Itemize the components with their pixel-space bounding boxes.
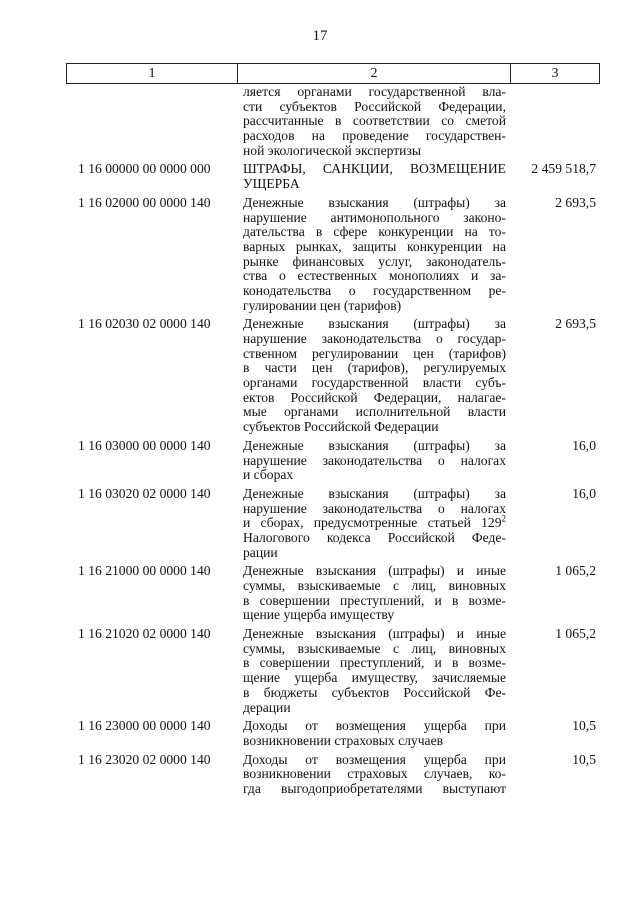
description-line: ляется органами государственной вла-	[243, 84, 506, 99]
table-row	[66, 85, 600, 158]
row-amount: 16,0	[572, 437, 596, 453]
row-amount: 10,5	[572, 751, 596, 767]
row-code: 1 16 21000 00 0000 140	[78, 563, 211, 579]
row-amount: 10,5	[572, 718, 596, 734]
row-description	[237, 85, 510, 158]
description-line: варных рынках, защиты конкуренции на	[243, 238, 506, 254]
description-line: гулировании цен (тарифов)	[243, 297, 402, 313]
description-line: в части цен (тарифов), регулируемых	[243, 360, 506, 376]
row-amount: 2 693,5	[555, 316, 596, 332]
description-line: Доходы от возмещения ущерба при	[243, 718, 506, 734]
description-line: нарушение антимонопольного законо-	[243, 209, 506, 225]
row-code: 1 16 00000 00 0000 000	[78, 161, 211, 177]
description-line: суммы, взыскиваемые с лиц, виновных	[243, 640, 506, 656]
table-row	[66, 753, 600, 797]
description-line: щение ущерба имуществу, зачисляемые	[243, 670, 506, 686]
table-row	[66, 564, 600, 623]
row-code: 1 16 02030 02 0000 140	[78, 316, 211, 332]
row-amount: 1 065,2	[555, 626, 596, 642]
table-row	[66, 317, 600, 435]
row-code: 1 16 21020 02 0000 140	[78, 626, 211, 642]
description-line: в бюджеты субъектов Российской Фе-	[243, 684, 506, 700]
description-line: сти субъектов Российской Федерации,	[243, 98, 506, 114]
description-line: нарушение законодательства о государ-	[243, 331, 506, 346]
description-line: мые органами исполнительной власти	[243, 404, 506, 420]
description-line: субъектов Российской Федерации	[243, 419, 439, 435]
description-line: ства о естественных монополиях и за-	[243, 268, 506, 284]
row-code	[66, 85, 237, 158]
description-line: рынке финансовых услуг, законодатель-	[243, 253, 506, 269]
table-body	[66, 85, 600, 801]
description-line: Денежные взыскания (штрафы) за	[243, 437, 506, 453]
table-row	[66, 719, 600, 748]
description-line: щение ущерба имуществу	[243, 607, 395, 623]
description-line: Денежные взыскания (штрафы) за	[243, 316, 506, 332]
description-line: и сборах, предусмотренные статьей $129^2$	[243, 513, 506, 531]
page-number: 17	[312, 28, 328, 44]
description-line: Налогового кодекса Российской Феде-	[243, 529, 506, 545]
description-line: суммы, взыскиваемые с лиц, виновных	[243, 578, 506, 593]
description-line: возникновении страховых случаев, ко-	[243, 766, 506, 782]
description-line: ектов Российской Федерации, налагае-	[243, 389, 506, 405]
description-line: ственном регулировании цен (тарифов)	[243, 345, 506, 361]
description-line: органами государственной власти субъ-	[243, 375, 506, 391]
header-col-2: 2	[238, 64, 511, 83]
row-code: 1 16 03020 02 0000 140	[78, 485, 211, 501]
description-line: дерации	[243, 699, 291, 715]
row-amount: 1 065,2	[555, 563, 596, 579]
description-line: ШТРАФЫ, САНКЦИИ, ВОЗМЕЩЕНИЕ	[243, 161, 506, 177]
description-line: Денежные взыскания (штрафы) и иные	[243, 626, 506, 642]
description-line: дательства в сфере конкуренции на то-	[243, 224, 506, 240]
description-line: возникновении страховых случаев	[243, 732, 444, 748]
table-row	[66, 487, 600, 560]
row-description	[237, 162, 510, 191]
header-col-1: 1	[67, 64, 238, 83]
description-line: расходов на проведение государствен-	[243, 128, 506, 144]
row-description	[237, 627, 510, 715]
row-amount: 2 459 518,7	[531, 161, 596, 177]
row-description	[237, 439, 510, 483]
description-line: ной экологической экспертизы	[243, 142, 421, 158]
description-line: в совершении преступлений, и в возме-	[243, 592, 506, 608]
table-header	[66, 63, 600, 84]
row-code: 1 16 02000 00 0000 140	[78, 194, 211, 210]
description-line: и сборах	[243, 467, 294, 483]
description-line: Денежные взыскания (штрафы) и иные	[243, 563, 506, 579]
description-line: рассчитанные в соответствии со сметой	[243, 113, 506, 129]
header-col-3: 3	[551, 65, 559, 81]
row-code: 1 16 23000 00 0000 140	[78, 718, 211, 734]
description-line: Денежные взыскания (штрафы) за	[243, 485, 506, 501]
row-description	[237, 719, 510, 748]
table-row	[66, 627, 600, 715]
description-line: нарушение законодательства о налогах	[243, 500, 506, 516]
description-line: Денежные взыскания (штрафы) за	[243, 194, 506, 210]
row-code: 1 16 23020 02 0000 140	[78, 751, 211, 767]
description-line: Доходы от возмещения ущерба при	[243, 751, 506, 767]
row-amount: 2 693,5	[555, 194, 596, 210]
description-line: нарушение законодательства о налогах	[243, 452, 506, 468]
row-description	[237, 487, 510, 560]
description-line: гда выгодоприобретателями выступают	[243, 780, 506, 796]
superscript: 2	[501, 513, 506, 524]
row-description	[237, 564, 510, 623]
description-line: рации	[243, 544, 278, 560]
row-amount: 16,0	[572, 485, 596, 501]
row-code: 1 16 03000 00 0000 140	[78, 437, 211, 453]
description-line: УЩЕРБА	[243, 176, 300, 192]
table-row	[66, 439, 600, 483]
description-line: конодательства о государственном ре-	[243, 282, 506, 298]
row-description	[237, 196, 510, 314]
row-amount	[510, 85, 600, 158]
row-description	[237, 317, 510, 435]
row-description	[237, 753, 510, 797]
description-line: в совершении преступлений, и в возме-	[243, 655, 506, 671]
table-row	[66, 162, 600, 191]
table-row	[66, 196, 600, 314]
